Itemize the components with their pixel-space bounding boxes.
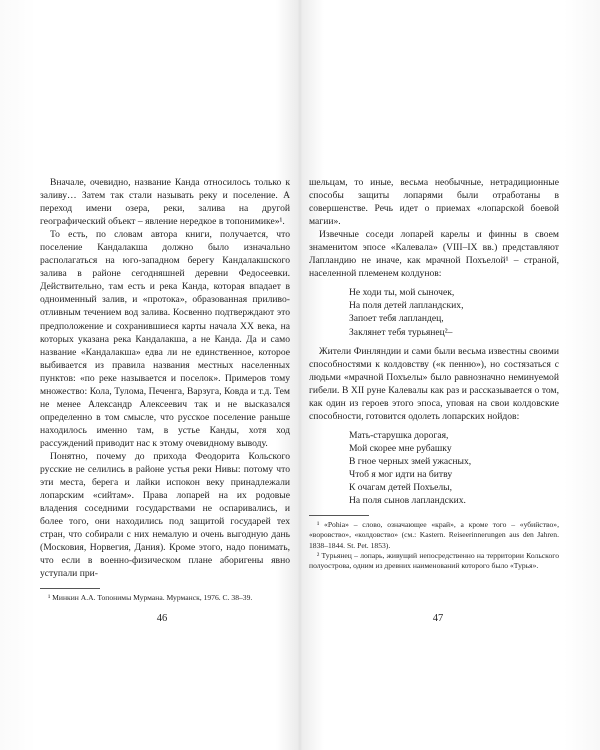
right-paragraph-3: Жители Финляндии и сами были весьма известны своими способностями к колдовству («к пенню»), но состязаться с людьми «мрачной Похъелы» было равнозначно неминуемой гибели. В XII руне Калевалы как раз и рассказывается о том, как один из героев этого эпоса, уповая на свои колдовские способности, готовится одолеть лопарских нойдов:	[309, 345, 559, 422]
verse-line: На поля сынов лапландских.	[349, 495, 466, 507]
verse-line: К очагам детей Похъелы,	[349, 482, 452, 494]
verse-line: На поля детей лапландских,	[349, 300, 464, 312]
verse-1	[349, 286, 559, 338]
left-paragraph-3: Понятно, почему до прихода Феодорита Кольского русские не селились в районе устья реки Нивы: потому что эти места, берега и лайки испокон веку принадлежали лопарским «сийтам». Права лопарей на их родовые владения соседними государствами не оспаривались, и более того, они находились под защитой государей тех стран, что собирали с них немалую и очень выгодную дань (Московия, Норвегия, Дания). Кроме этого, надо понимать, что если в военно-физическом плане аборигены явно уступали при-	[40, 450, 290, 580]
left-paragraph-1: Вначале, очевидно, название Канда относилось только к заливу… Затем так стали называть реку и поселение. А переход имени озера, реки, залива на другой географический объект – явление нередкое в топонимике»¹.	[40, 177, 290, 228]
verse-line: Чтоб я мог идти на битву	[349, 468, 453, 480]
verse-2	[349, 429, 559, 507]
left-footnote: ¹ Минкин А.А. Топонимы Мурмана. Мурманск, 1976. С. 38–39.	[48, 593, 253, 603]
left-paragraph-2: То есть, по словам автора книги, получается, что поселение Кандалакша должно было изначально располагаться на юго-западном берегу Кандалакшского залива в районе сегодняшней деревни Федосеевки. Действительно, там есть и река Канда, которая впадает в одноименный залив, и «протока», образованная приливо-отливным течением вод залива. Косвенно подтверждают это предположение и сохранившиеся карты начала XX века, на которых указана река Кандалакша, а не Канда. Да и само название «Кандалакша» едва ли не единственное, которое выбивается из правила названия местных населенных пунктов: «по реке называется и поселок». Примеров тому множество: Кола, Тулома, Печенга, Варзуга, Ковда и т.д. Тем не менее Александр Алексеевич так и не высказался определенно в том смысле, что русское поселение раньше находилось именно там, в устье Канды, хотя ход рассуждений приводит нас к этому очевидному выводу.	[40, 229, 290, 449]
right-page	[309, 176, 559, 572]
verse-line: Запоет тебя лапландец,	[349, 313, 444, 325]
page-number-left: 46	[156, 613, 168, 624]
verse-line: В гное черных змей ужасных,	[349, 455, 472, 467]
right-paragraph-2: Извечные соседи лопарей карелы и финны в своем знаменитом эпосе «Калевала» (VIII–IX вв.) представляют Лапландию не иначе, как мрачной Похъелой¹ – страной, населенной племенем колдунов:	[309, 229, 559, 280]
right-paragraph-1: шельцам, то иные, весьма необычные, нетрадиционные способы защиты лопарями были отработаны в совершенстве. Речь идет о приемах «лопарской боевой магии».	[309, 177, 559, 228]
left-page	[40, 176, 290, 604]
verse-line: Не ходи ты, мой сыночек,	[349, 287, 455, 299]
footnote-rule	[40, 588, 100, 589]
verse-line: Мой скорее мне рубашку	[349, 442, 452, 454]
verse-line: Мать-старушка дорогая,	[349, 429, 449, 441]
right-footnote-2: ² Турьянец – лопарь, живущий непосредственно на территории Кольского полуострова, одним из древних наименований которого было «Турья».	[309, 551, 559, 571]
verse-line: Заклянет тебя турьянец²–	[349, 326, 453, 338]
right-footnote-1: ¹ «Pohia» – слово, означающее «край», а кроме того – «убийство», «воровство», «колдовство» (см.: Kastern. Reiseerinnerungen aus den Jahren. 1838–1844. St. Pet. 1853).	[309, 520, 559, 550]
footnote-rule	[309, 515, 369, 516]
page-number-right: 47	[432, 613, 444, 624]
